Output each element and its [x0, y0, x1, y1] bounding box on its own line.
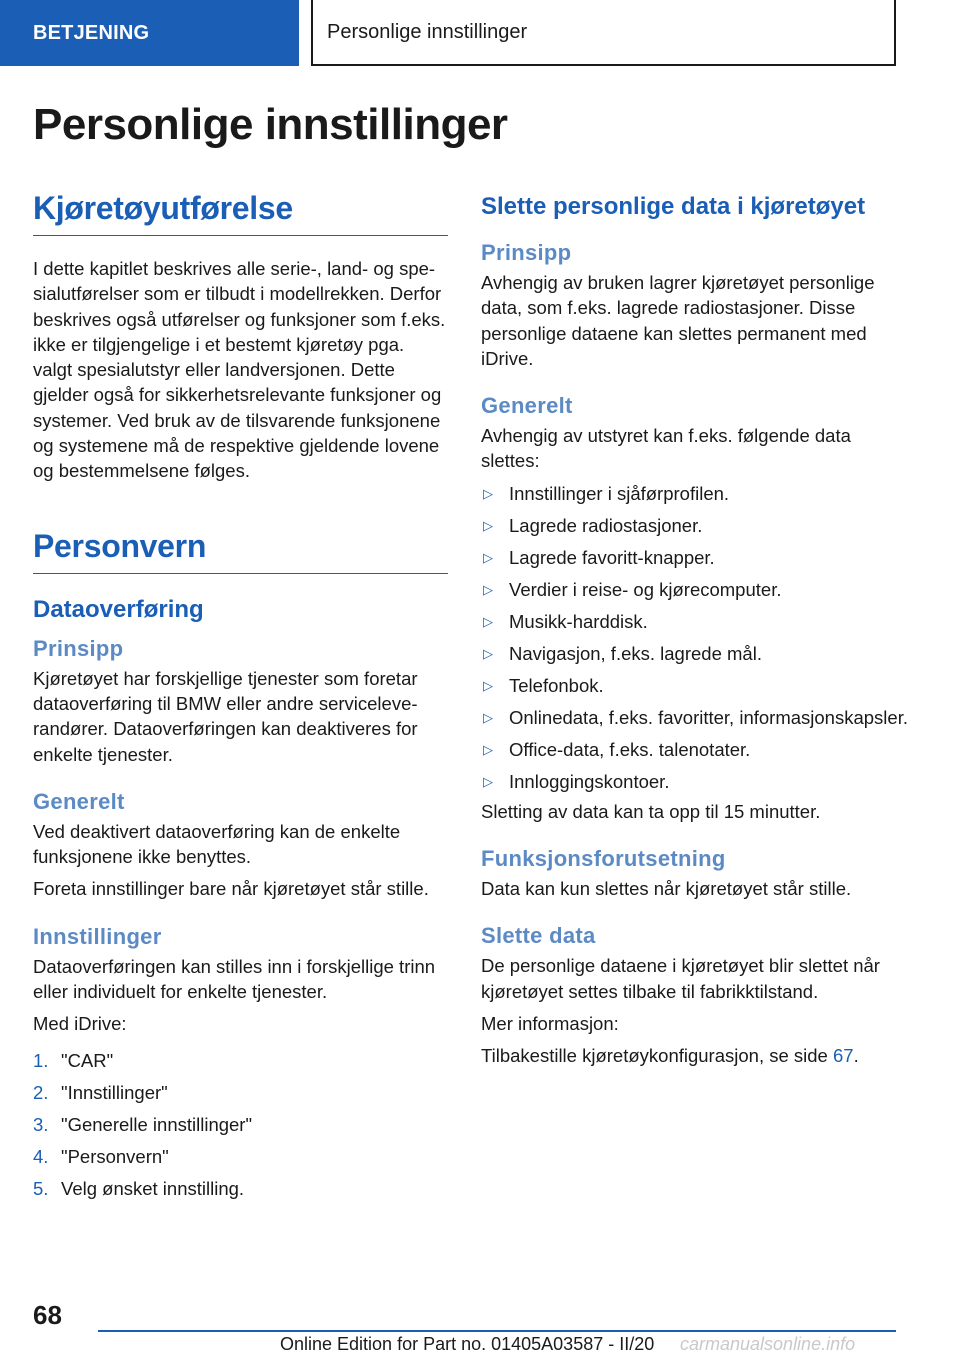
paragraph-sletting: Sletting av data kan ta opp til 15 minutter.	[481, 800, 821, 822]
list-item-text: Innstillinger i sjåførprofilen.	[509, 482, 730, 504]
heading-personvern: Personvern	[33, 528, 448, 574]
paragraph-funksjonsforutsetning: Data kan kun slettes når kjøretøyet står stille.	[481, 878, 852, 900]
triangle-bullet-icon: ▷	[483, 485, 493, 501]
heading-dataoverforing: Dataoverføring	[33, 595, 204, 623]
footer-edition-text: Online Edition for Part no. 01405A03587 - II/20	[280, 1334, 655, 1354]
triangle-bullet-icon: ▷	[483, 517, 493, 533]
footer-divider	[98, 1330, 896, 1332]
list-item	[33, 1080, 448, 1105]
paragraph-generelt-1: Ved deaktivert dataoverføring kan de enkelte funksjonene ikke benyttes.	[33, 820, 401, 868]
list-item	[481, 513, 911, 538]
footer-watermark: carmanualsonline.info	[680, 1334, 856, 1354]
step-number: 5.	[33, 1177, 49, 1199]
step-text: "Generelle innstillinger"	[61, 1113, 253, 1135]
paragraph-prinsipp: Kjøretøyet har forskjellige tjenester som foretar dataoverføring til BMW eller andre serviceleverandører. Dataoverføringen kan deaktiveres for enkelte tjenester.	[33, 667, 418, 765]
list-item-text: Lagrede radiostasjoner.	[509, 514, 703, 536]
list-item-text: Navigasjon, f.eks. lagrede mål.	[509, 642, 762, 664]
list-item-text: Telefonbok.	[509, 674, 604, 696]
header-chapter-title: Personlige innstillinger	[311, 0, 896, 66]
list-item	[481, 609, 911, 634]
list-item-text: Lagrede favoritt-knapper.	[509, 546, 715, 568]
list-item-text: Innloggingskontoer.	[509, 770, 670, 792]
right-column	[481, 192, 911, 1069]
triangle-bullet-icon: ▷	[483, 677, 493, 693]
triangle-bullet-icon: ▷	[483, 581, 493, 597]
heading-prinsipp: Prinsipp	[33, 635, 124, 661]
list-item	[33, 1144, 448, 1169]
list-item	[481, 545, 911, 570]
triangle-bullet-icon: ▷	[483, 709, 493, 725]
tilbakestille-text: Tilbakestille kjøretøykonfigurasjon, se side	[481, 1045, 833, 1067]
step-text: Velg ønsket innstilling.	[61, 1177, 245, 1199]
paragraph-kjoretoyutforelse: I dette kapitlet beskrives alle serie-, land- og spesialutførelser som er tilbudt i modellrekken. Derfor beskrives også utførelser og funksjoner som f.eks. ikke er tilgjengelige i et bestemt kjøretøy pga. valgt spesialutstyr eller landversjonen. Dette gjelder også for sikkerhetsrelevante funksjoner og systemer. Ved bruk av de tilsvarende funksjonene og systemene må de respektive gjeldende lovene og bestemmelsene følges.	[33, 258, 446, 482]
list-item-text: Musikk-harddisk.	[509, 610, 648, 632]
paragraph-generelt-right: Avhengig av utstyret kan f.eks. følgende data slettes:	[481, 425, 851, 472]
list-item	[481, 481, 911, 506]
paragraph-generelt-2: Foreta innstillinger bare når kjøretøyet står stille.	[33, 878, 429, 900]
paragraph-tilbakestille	[481, 1043, 911, 1068]
tilbakestille-end: .	[853, 1045, 859, 1067]
list-item-text: Verdier i reise- og kjørecomputer.	[509, 578, 782, 600]
page-link-67[interactable]: 67	[832, 1045, 854, 1067]
list-item	[33, 1048, 448, 1073]
page-title: Personlige innstillinger	[33, 100, 508, 149]
heading-funksjonsforutsetning: Funksjonsforutsetning	[481, 846, 726, 872]
triangle-bullet-icon: ▷	[483, 613, 493, 629]
heading-generelt-right: Generelt	[481, 393, 573, 419]
triangle-bullet-icon: ▷	[483, 741, 493, 757]
paragraph-med-idrive: Med iDrive:	[33, 1013, 127, 1035]
paragraph-prinsipp-right: Avhengig av bruken lagrer kjøretøyet personlige data, som f.eks. lagrede radiostasjoner. Disse personlige dataene kan slettes permanent med iDrive.	[481, 272, 875, 369]
step-number: 2.	[33, 1081, 49, 1103]
step-number: 4.	[33, 1145, 49, 1167]
steps-list	[33, 1048, 448, 1201]
heading-innstillinger: Innstillinger	[33, 923, 162, 949]
heading-slette-personlige-data: Slette personlige data i kjøretøyet	[481, 193, 866, 220]
list-item	[481, 673, 911, 698]
list-item	[33, 1112, 448, 1137]
list-item	[481, 769, 911, 794]
paragraph-mer-informasjon: Mer informasjon:	[481, 1012, 619, 1034]
triangle-bullet-icon: ▷	[483, 773, 493, 789]
heading-prinsipp-right: Prinsipp	[481, 240, 572, 265]
data-items-list	[481, 481, 911, 794]
paragraph-innstillinger: Dataoverføringen kan stilles inn i forskjellige trinn eller individuelt for enkelte tjenester.	[33, 955, 436, 1003]
step-number: 3.	[33, 1113, 49, 1135]
triangle-bullet-icon: ▷	[483, 549, 493, 565]
list-item	[481, 705, 911, 730]
paragraph-slette-data: De personlige dataene i kjøretøyet blir slettet når kjøretøyet settes tilbake til fabrikktilstand.	[481, 955, 880, 1002]
step-text: "CAR"	[61, 1049, 114, 1071]
list-item-text: Onlinedata, f.eks. favoritter, informasjonskapsler.	[509, 706, 908, 728]
list-item	[481, 641, 911, 666]
header-section-tab: BETJENING	[0, 0, 299, 66]
list-item	[481, 577, 911, 602]
left-column	[33, 190, 448, 1208]
heading-kjoretoyutforelse: Kjøretøyutførelse	[33, 190, 448, 236]
list-item	[33, 1176, 448, 1201]
list-item-text: Office-data, f.eks. talenotater.	[509, 738, 751, 760]
step-number: 1.	[33, 1049, 49, 1071]
step-text: "Innstillinger"	[61, 1081, 168, 1103]
heading-generelt: Generelt	[33, 788, 125, 814]
step-text: "Personvern"	[61, 1145, 169, 1167]
list-item	[481, 737, 911, 762]
page-number: 68	[33, 1300, 62, 1330]
heading-slette-data: Slette data	[481, 923, 596, 949]
triangle-bullet-icon: ▷	[483, 645, 493, 661]
